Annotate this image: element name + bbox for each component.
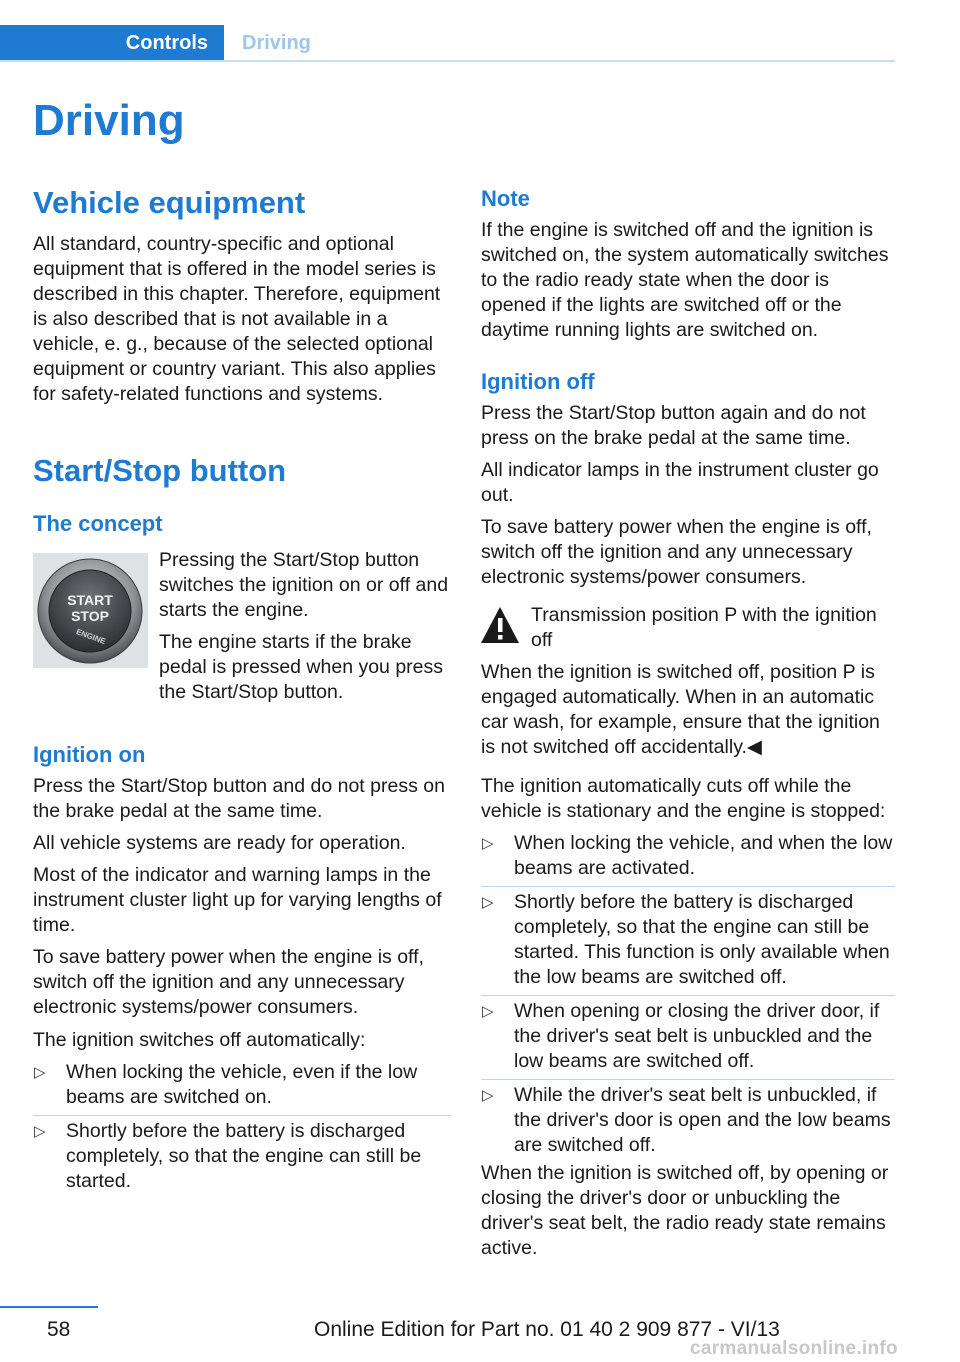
ignition-on-text-1: Press the Start/Stop button and do not press on the brake pedal at the same time. (33, 775, 445, 822)
tab-driving[interactable] (242, 25, 311, 61)
triangle-bullet-icon: ▷ (482, 894, 494, 911)
heading-start-stop-button: Start/Stop button (33, 453, 287, 488)
button-text-engine: ENGINE (74, 627, 107, 647)
auto-cut-text: The ignition automatically cuts off while the vehicle is stationary and the engine is stopped: (481, 775, 886, 822)
concept-text-2: The engine starts if the brake pedal is pressed when you press the Start/Stop button. (159, 631, 443, 703)
tab-controls-label: Controls (125, 31, 208, 54)
concept-text-1: Pressing the Start/Stop button switches the ignition on or off and starts the engine. (159, 549, 449, 621)
note-text: If the engine is switched off and the ignition is switched on, the system automatically switches to the radio ready state when the door is opened if the lights are switched off or the daytime running lights are switched on. (481, 219, 889, 341)
ignition-off-text-3: To save battery power when the engine is off, switch off the ignition and any unnecessary electronic systems/power consumers. (481, 516, 872, 588)
triangle-bullet-icon: ▷ (34, 1123, 46, 1140)
page-title: Driving (33, 96, 185, 145)
ignition-on-list (33, 1060, 451, 1202)
heading-the-concept: The concept (33, 511, 163, 536)
auto-cut-list (481, 831, 895, 1166)
online-edition-text: Online Edition for Part no. 01 40 2 909 877 - VI/13 (314, 1318, 780, 1341)
list-item (481, 999, 895, 1080)
list-item-text: When opening or closing the driver door, if the driver's seat belt is unbuckled and the low beams are switched off. (514, 1000, 880, 1072)
list-item (481, 1083, 895, 1163)
ignition-on-text-3: Most of the indicator and warning lamps in the instrument cluster light up for varying lengths of time. (33, 864, 442, 936)
start-stop-button-image (33, 553, 148, 668)
ignition-on-text-5: The ignition switches off automatically: (33, 1029, 366, 1051)
list-item-text: When locking the vehicle, and when the low beams are activated. (514, 832, 893, 879)
triangle-bullet-icon: ▷ (482, 1087, 494, 1104)
watermark: carmanualsonline.info (690, 1338, 898, 1359)
list-item (33, 1119, 451, 1199)
footer-divider (0, 1306, 98, 1308)
list-item-text: When locking the vehicle, even if the low beams are switched on. (66, 1061, 418, 1108)
header-divider (0, 60, 895, 62)
heading-vehicle-equipment: Vehicle equipment (33, 185, 306, 220)
list-item-text: While the driver's seat belt is unbuckled, if the driver's door is open and the low beams are switched off. (514, 1084, 891, 1156)
concept-text-2a (159, 630, 451, 705)
ignition-on-text-4: To save battery power when the engine is off, switch off the ignition and any unnecessary electronic systems/power consumers. (33, 946, 424, 1018)
heading-note: Note (481, 186, 530, 211)
list-item-text: Shortly before the battery is discharged completely, so that the engine can still be started. This function is only available when the low beams are switched off. (514, 891, 890, 988)
heading-ignition-off: Ignition off (481, 369, 595, 394)
start-stop-button-illustration (33, 553, 148, 668)
list-item-text: Shortly before the battery is discharged completely, so that the engine can still be started. (66, 1120, 422, 1192)
triangle-bullet-icon: ▷ (482, 835, 494, 852)
page-number: 58 (47, 1318, 71, 1341)
list-item (33, 1060, 451, 1116)
triangle-bullet-icon: ▷ (482, 1003, 494, 1020)
list-item (481, 890, 895, 996)
heading-ignition-on: Ignition on (33, 742, 146, 767)
ignition-on-text-2: All vehicle systems are ready for operation. (33, 832, 406, 854)
tab-controls[interactable] (0, 25, 224, 61)
button-text-start: START (67, 592, 113, 608)
warning-title: Transmission position P with the ignition off (531, 604, 877, 651)
warning-text: When the ignition is switched off, position P is engaged automatically. When in an automatic car wash, for example, ensure that the ignition is not switched off accidentally.◀ (481, 661, 880, 758)
ignition-off-text-2: All indicator lamps in the instrument cluster go out. (481, 459, 879, 506)
ignition-off-text-1: Press the Start/Stop button again and do not press on the brake pedal at the same time. (481, 402, 866, 449)
warning-triangle-icon (479, 605, 521, 645)
triangle-bullet-icon: ▷ (34, 1064, 46, 1081)
tab-driving-label: Driving (242, 31, 311, 54)
final-text: When the ignition is switched off, by opening or closing the driver's door or unbuckling the driver's seat belt, the radio ready state remains active. (481, 1162, 889, 1259)
vehicle-equipment-text: All standard, country-specific and optional equipment that is offered in the model series is described in this chapter. Therefore, equipment is also described that is not available in a vehicle, e. g., because of the selected optional equipment or country variant. This also applies for safety-related functions and systems. (33, 233, 441, 405)
button-text-stop: STOP (71, 608, 109, 624)
list-item (481, 831, 895, 887)
